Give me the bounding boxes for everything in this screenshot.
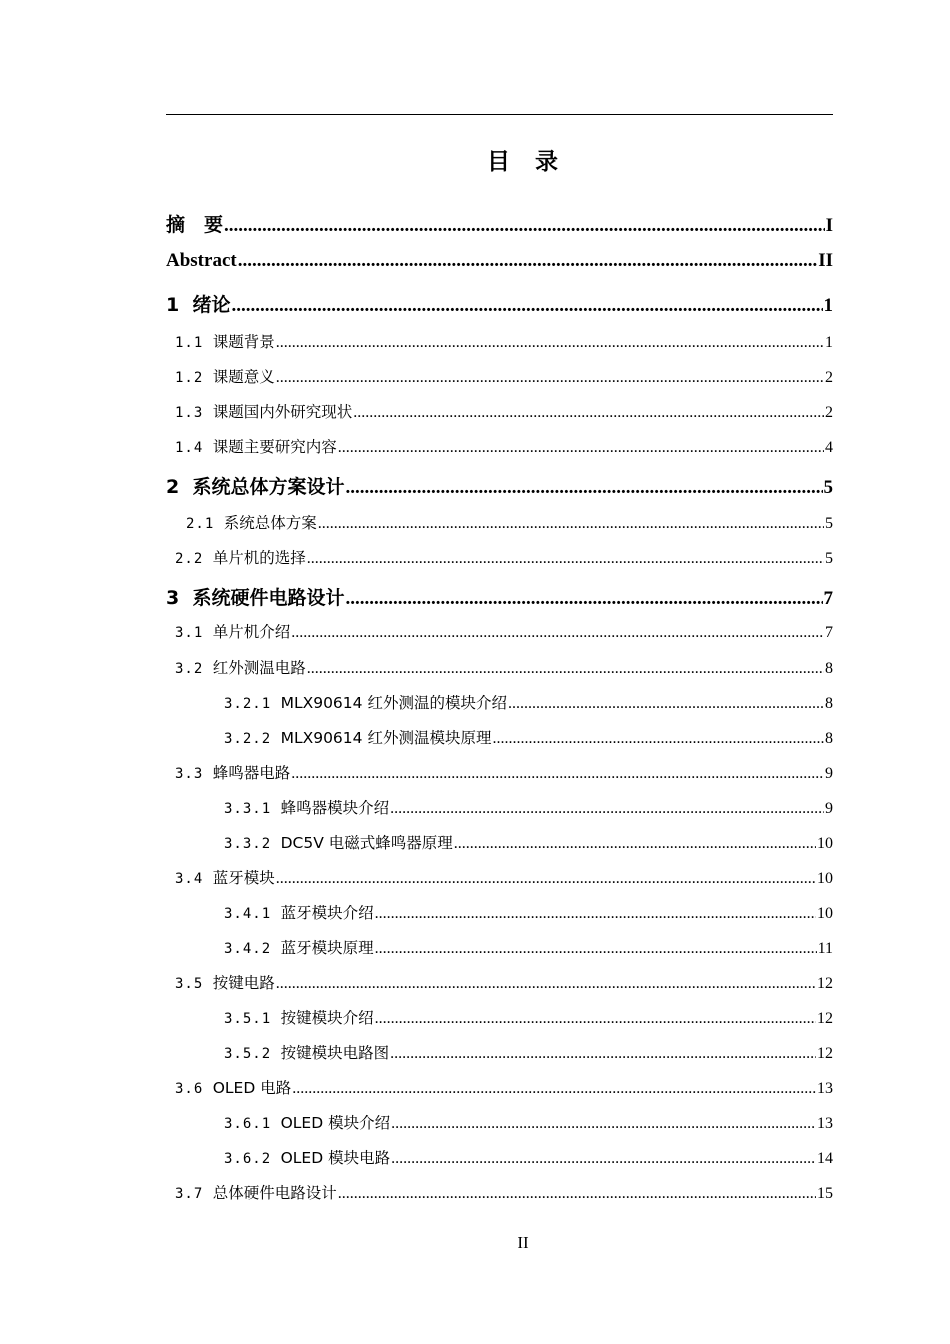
- toc-dot-leader: [276, 975, 816, 993]
- toc-dot-leader: [291, 765, 824, 783]
- toc-entry-number: 3.6: [175, 1081, 213, 1097]
- toc-entry-number: 3.2.2: [224, 731, 281, 747]
- toc-dot-leader: [338, 439, 824, 457]
- toc-entry-title: 蜂鸣器电路: [212, 764, 291, 782]
- toc-entry-number: 1.2: [175, 370, 213, 386]
- toc-entry-number: 1: [166, 294, 193, 316]
- toc-entry-number: 3: [166, 587, 193, 609]
- toc-entry[interactable]: [166, 250, 833, 272]
- toc-entry-page: 2: [825, 404, 833, 421]
- toc-entry-page: 12: [817, 975, 833, 992]
- toc-entry-number: 1.3: [175, 405, 213, 421]
- toc-entry-page: 8: [825, 730, 833, 747]
- toc-entry-page: II: [818, 250, 833, 271]
- toc-entry-page: 8: [825, 660, 833, 677]
- toc-entry[interactable]: [166, 472, 833, 499]
- toc-entry-number: 3.6.1: [224, 1116, 281, 1132]
- toc-entry-number: 3.5.1: [224, 1011, 281, 1027]
- toc-entry-page: 1: [825, 334, 833, 351]
- toc-entry-number: 3.4.1: [224, 906, 281, 922]
- toc-entry[interactable]: [224, 1041, 833, 1063]
- toc-entry[interactable]: [175, 546, 833, 568]
- toc-entry-number: 3.6.2: [224, 1151, 281, 1167]
- toc-dot-leader: [345, 477, 822, 499]
- toc-entry[interactable]: [175, 365, 833, 387]
- toc-entry-page: 1: [823, 295, 833, 316]
- toc-dot-leader: [492, 730, 824, 748]
- page-number: II: [517, 1233, 529, 1252]
- toc-entry[interactable]: [175, 971, 833, 993]
- toc-entry-title: 系统总体方案: [223, 514, 317, 532]
- toc-entry-number: 3.2.1: [224, 696, 281, 712]
- toc-entry-page: 4: [825, 439, 833, 456]
- toc-entry[interactable]: [224, 1111, 833, 1133]
- toc-dot-leader: [338, 1185, 816, 1203]
- toc-dot-leader: [390, 800, 824, 818]
- toc-entry-title: 单片机介绍: [212, 623, 291, 641]
- toc-entry-title: 单片机的选择: [212, 549, 306, 567]
- toc-dot-leader: [353, 404, 824, 422]
- toc-entry-number: 3.4: [175, 871, 213, 887]
- toc-entry-page: 5: [823, 477, 833, 498]
- toc-entry-page: I: [825, 215, 833, 236]
- toc-entry-number: 3.2: [175, 661, 213, 677]
- toc-entry[interactable]: [166, 290, 833, 317]
- toc-entry-page: 9: [825, 800, 833, 817]
- toc-entry-page: 12: [817, 1010, 833, 1027]
- toc-entry-page: 13: [817, 1115, 833, 1132]
- toc-entry-page: 10: [817, 835, 833, 852]
- toc-entry[interactable]: [166, 583, 833, 610]
- toc-entry[interactable]: [166, 210, 833, 237]
- toc-dot-leader: [231, 295, 822, 317]
- toc-dot-leader: [276, 870, 816, 888]
- toc-dot-leader: [224, 215, 825, 237]
- toc-dot-leader: [375, 1010, 816, 1028]
- toc-entry-title: OLED 模块电路: [280, 1149, 391, 1167]
- toc-dot-leader: [375, 940, 817, 958]
- toc-entry-page: 14: [817, 1150, 833, 1167]
- toc-entry[interactable]: [224, 901, 833, 923]
- toc-entry-title: 绪论: [192, 294, 231, 316]
- toc-entry-page: 10: [817, 905, 833, 922]
- toc-dot-leader: [391, 1150, 816, 1168]
- toc-dot-leader: [318, 515, 824, 533]
- toc-entry[interactable]: [175, 330, 833, 352]
- toc-entry-title: 系统硬件电路设计: [192, 587, 345, 609]
- toc-entry[interactable]: [224, 831, 833, 853]
- toc-entry-page: 15: [817, 1185, 833, 1202]
- toc-entry-page: 8: [825, 695, 833, 712]
- toc-entry-number: 3.3.2: [224, 836, 281, 852]
- toc-entry-page: 12: [817, 1045, 833, 1062]
- toc-entry-page: 5: [825, 550, 833, 567]
- toc-entry-title: 系统总体方案设计: [192, 476, 345, 498]
- toc-entry-title: 按键电路: [212, 974, 275, 992]
- toc-entry[interactable]: [175, 866, 833, 888]
- toc-entry[interactable]: [175, 761, 833, 783]
- toc-entry-title: MLX90614 红外测温的模块介绍: [280, 694, 507, 712]
- toc-entry-title: 课题国内外研究现状: [212, 403, 353, 421]
- toc-entry[interactable]: [224, 1006, 833, 1028]
- toc-entry-number: 1.1: [175, 335, 213, 351]
- toc-entry[interactable]: [224, 726, 833, 748]
- toc-dot-leader: [307, 550, 824, 568]
- toc-entry-number: 2.2: [175, 551, 213, 567]
- toc-entry-page: 7: [823, 588, 833, 609]
- toc-entry[interactable]: [224, 691, 833, 713]
- toc-dot-leader: [345, 588, 822, 610]
- toc-entry-title: 总体硬件电路设计: [212, 1184, 337, 1202]
- toc-entry-title: OLED 模块介绍: [280, 1114, 391, 1132]
- toc-dot-leader: [292, 1080, 816, 1098]
- toc-entry[interactable]: [175, 620, 833, 642]
- toc-entry-number: 2.1: [186, 516, 224, 532]
- toc-entry-number: 3.4.2: [224, 941, 281, 957]
- toc-dot-leader: [454, 835, 816, 853]
- toc-entry-title: 摘 要: [166, 214, 224, 236]
- toc-entry-title: MLX90614 红外测温模块原理: [280, 729, 492, 747]
- toc-entry-title: 蓝牙模块: [212, 869, 275, 887]
- toc-entry-page: 11: [817, 940, 833, 957]
- toc-dot-leader: [276, 369, 824, 387]
- toc-entry[interactable]: [224, 936, 833, 958]
- toc-entry-title: 按键模块介绍: [280, 1009, 374, 1027]
- toc-entry-number: 3.5.2: [224, 1046, 281, 1062]
- toc-entry-title: Abstract: [166, 250, 237, 271]
- toc-dot-leader: [375, 905, 816, 923]
- toc-entry-title: 蓝牙模块介绍: [280, 904, 374, 922]
- toc-entry[interactable]: [175, 400, 833, 422]
- toc-dot-leader: [307, 660, 824, 678]
- toc-entry-page: 9: [825, 765, 833, 782]
- toc-entry-title: 课题主要研究内容: [212, 438, 337, 456]
- toc-dot-leader: [390, 1045, 816, 1063]
- toc-title: 目 录: [487, 149, 559, 175]
- toc-entry[interactable]: [175, 656, 833, 678]
- toc-entry-title: 课题背景: [212, 333, 275, 351]
- toc-entry-number: 3.5: [175, 976, 213, 992]
- toc-entry-title: 红外测温电路: [212, 659, 306, 677]
- toc-entry-title: 按键模块电路图: [280, 1044, 390, 1062]
- toc-dot-leader: [238, 250, 818, 272]
- toc-dot-leader: [391, 1115, 816, 1133]
- toc-entry[interactable]: [224, 1146, 833, 1168]
- toc-entry-title: OLED 电路: [212, 1079, 292, 1097]
- toc-entry-page: 13: [817, 1080, 833, 1097]
- toc-entry-title: 蓝牙模块原理: [280, 939, 374, 957]
- toc-entry[interactable]: [175, 1076, 833, 1098]
- toc-entry-number: 3.3.1: [224, 801, 281, 817]
- toc-entry[interactable]: [175, 435, 833, 457]
- toc-entry[interactable]: [186, 511, 833, 533]
- toc-dot-leader: [291, 624, 824, 642]
- toc-entry-number: 2: [166, 476, 193, 498]
- toc-entry-number: 1.4: [175, 440, 213, 456]
- toc-dot-leader: [276, 334, 824, 352]
- toc-entry-page: 2: [825, 369, 833, 386]
- toc-entry-page: 5: [825, 515, 833, 532]
- toc-entry-number: 3.3: [175, 766, 213, 782]
- toc-entry-number: 3.1: [175, 625, 213, 641]
- toc-entry-title: 蜂鸣器模块介绍: [280, 799, 390, 817]
- toc-entry-title: 课题意义: [212, 368, 275, 386]
- toc-entry-page: 7: [825, 624, 833, 641]
- toc-dot-leader: [508, 695, 824, 713]
- toc-entry[interactable]: [224, 796, 833, 818]
- toc-entry-number: 3.7: [175, 1186, 213, 1202]
- toc-entry-title: DC5V 电磁式蜂鸣器原理: [280, 834, 453, 852]
- toc-entry-page: 10: [817, 870, 833, 887]
- toc-entry[interactable]: [175, 1181, 833, 1203]
